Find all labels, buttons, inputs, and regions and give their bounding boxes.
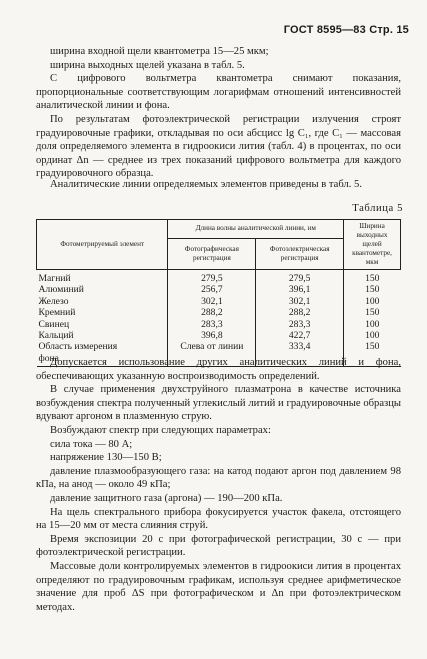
table-row <box>37 319 401 330</box>
cell-photographic: 279,5 <box>168 270 256 285</box>
slit-exit-line: ширина выходных щелей указана в табл. 5. <box>50 59 245 71</box>
plasmatron-paragraph: В случае применения двухструйного плазматрона в качестве источника возбуждения спектра полученный углекислый литий и градуировочные образцы вдувают аргоном в плазменную струю. <box>36 384 401 423</box>
cell-photographic: 288,2 <box>168 307 256 318</box>
mass-fraction-paragraph: Массовые доли контролируемых элементов в гидроокиси лития в процентах определяют по градуировочным графикам, используя среднее арифметическое значение для проб ΔS при фотографическом и Δn при фотоэлектрическом методах. <box>36 560 401 613</box>
exposure-paragraph: Время экспозиции 20 с при фотографической регистрации, 30 с — при фотоэлектрической регистрации. <box>36 533 401 559</box>
cell-element: Кальций <box>38 330 74 342</box>
cell-element: Область измерения <box>38 341 118 353</box>
cell-photoelectric: 288,2 <box>256 307 344 318</box>
intro-text <box>36 45 401 181</box>
cell-element: Кремний <box>38 307 76 319</box>
calibration-paragraph: По результатам фотоэлектрической регистрации излучения строят градуировочные графики, откладывая по оси абсцисс lg C₁, где C₁ — массовая доля определяемого элемента в гидроокиси лития (табл. 4) в процентах, по оси ординат Δn — среднее из трех показаний цифрового вольтметра для каждого градуировочного образца. <box>36 113 401 180</box>
other-lines-paragraph: Допускается использование других аналитических линий и фона, обеспечивающих указанную воспроизводимость определений. <box>36 357 401 382</box>
cell-photoelectric: 302,1 <box>256 296 344 307</box>
cell-photoelectric: 279,5 <box>256 270 344 285</box>
cell-photoelectric: 333,4 <box>256 341 344 352</box>
page-header: ГОСТ 8595—83 Стр. 15 <box>283 24 409 36</box>
analytic-lines-paragraph: Аналитические линии определяемых элементов приведены в табл. 5. <box>50 179 362 190</box>
header-photoelectric: Фотоэлектрическая регистрация <box>256 238 344 269</box>
table-row <box>37 296 401 307</box>
procedure-text <box>36 356 401 614</box>
cell-slit: 150 <box>344 270 401 285</box>
cell-slit: 100 <box>344 319 401 330</box>
header-element: Фотометрируемый элемент <box>37 220 168 270</box>
table-row <box>37 270 401 285</box>
cell-photoelectric: 396,1 <box>256 284 344 295</box>
table-row <box>37 284 401 295</box>
cell-photographic: 283,3 <box>168 319 256 330</box>
cell-slit: 150 <box>344 307 401 318</box>
cell-photographic: 256,7 <box>168 284 256 295</box>
cell-slit: 150 <box>344 284 401 295</box>
header-photographic: Фотографическая регистрация <box>168 238 256 269</box>
cell-slit: 150 <box>344 341 401 352</box>
table-row <box>37 341 401 352</box>
cell-photographic: 302,1 <box>168 296 256 307</box>
cell-element: Свинец <box>38 318 70 330</box>
header-wavelength: Длина волны аналитической линии, нм <box>168 220 344 239</box>
focus-paragraph: На щель спектрального прибора фокусируется участок факела, отстоящего на 15—20 мм от места слияния струй. <box>36 506 401 532</box>
cell-slit: 100 <box>344 296 401 307</box>
cell-element: фона <box>37 353 168 367</box>
table-row <box>37 307 401 318</box>
voltmeter-paragraph: С цифрового вольтметра квантометра снимают показания, пропорциональные соответствующим логарифмам отношений интенсивностей аналитической линии и фона. <box>36 73 401 112</box>
cell-photographic: 396,8 <box>168 330 256 341</box>
shield-gas-line: давление защитного газа (аргона) — 190—200 кПа. <box>50 492 283 504</box>
voltage-line: напряжение 130—150 В; <box>50 452 162 464</box>
table-caption: Таблица 5 <box>352 203 403 214</box>
cell-photographic: Слева от линии <box>168 341 256 352</box>
cell-photoelectric: 422,7 <box>256 330 344 341</box>
cell-element: Железо <box>38 295 69 307</box>
cell-element: Магний <box>38 273 71 284</box>
table-5 <box>36 219 401 367</box>
parameters-intro: Возбуждают спектр при следующих параметрах: <box>50 424 271 436</box>
cell-photoelectric: 283,3 <box>256 319 344 330</box>
cell-slit: 100 <box>344 330 401 341</box>
cell-element: Алюминий <box>38 284 84 296</box>
current-line: сила тока — 80 А; <box>50 438 133 450</box>
table-row <box>37 330 401 341</box>
plasma-gas-line: давление плазмообразующего газа: на катод подают аргон под давлением 98 кПа, на анод — около 49 кПа; <box>36 465 401 491</box>
header-slit-width: Ширина выходных щелей квантометре, мкм <box>344 220 401 270</box>
analytic-lines-text <box>36 178 401 192</box>
slit-entrance-line: ширина входной щели квантометра 15—25 мкм; <box>50 46 269 57</box>
